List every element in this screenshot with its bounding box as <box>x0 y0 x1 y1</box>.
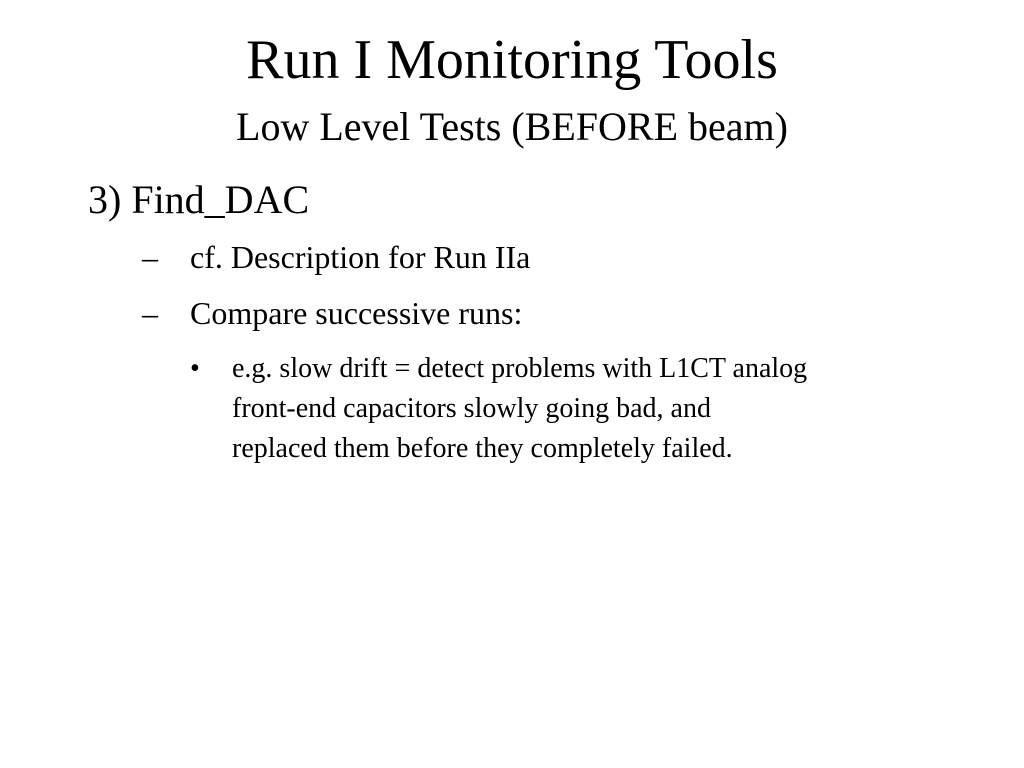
slide-title: Run I Monitoring Tools <box>246 29 778 91</box>
bullet-text-line: replaced them before they completely failed. <box>232 433 733 464</box>
dash-marker: – <box>142 295 158 331</box>
bullet-text-line: e.g. slow drift = detect problems with L1CT analog <box>232 353 808 384</box>
section-heading: 3) Find_DAC <box>88 177 310 222</box>
bullet-text-line: front-end capacitors slowly going bad, and <box>232 393 711 424</box>
dash-marker: – <box>142 239 158 275</box>
list-item-text: Compare successive runs: <box>190 295 523 331</box>
bullet-marker: • <box>190 353 200 384</box>
list-item-text: cf. Description for Run IIa <box>190 239 531 275</box>
slide-subtitle: Low Level Tests (BEFORE beam) <box>236 104 788 149</box>
